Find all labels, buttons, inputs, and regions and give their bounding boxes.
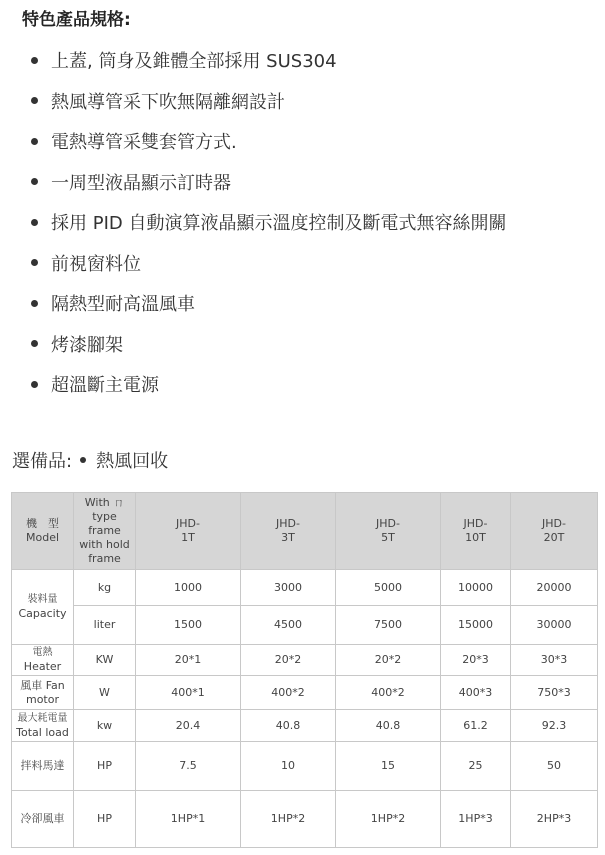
feature-text: 熱風導管采下吹無隔離網設計: [51, 91, 285, 113]
table-row: [12, 710, 598, 742]
table-row: [12, 606, 598, 645]
value-cell: 20*2: [241, 645, 336, 676]
bullet-icon: [31, 259, 38, 266]
bullet-icon: [31, 57, 38, 64]
model-column-header: [136, 493, 241, 570]
table-row: [12, 676, 598, 710]
value-cell: 1HP*2: [241, 791, 336, 848]
options-line: [12, 447, 168, 473]
value-cell: 20*2: [336, 645, 441, 676]
unit-cell: HP: [74, 791, 136, 848]
value-cell: 7.5: [136, 742, 241, 791]
value-cell: 4500: [241, 606, 336, 645]
spec-table: [11, 492, 598, 848]
feature-item: [22, 162, 506, 203]
options-item: 熱風回收: [96, 451, 169, 472]
feature-text: 電熱導管采雙套管方式.: [51, 132, 237, 154]
bullet-icon: [31, 138, 38, 145]
frame-header-line: frame: [88, 524, 121, 537]
unit-cell: kw: [74, 710, 136, 742]
model-name-line: JHD-: [463, 517, 488, 530]
frame-header-line: With ㄇ: [84, 496, 125, 509]
feature-item: [22, 364, 506, 405]
value-cell: 50: [511, 742, 598, 791]
bullet-icon: [31, 178, 38, 185]
table-row: [12, 570, 598, 606]
value-cell: 20000: [511, 570, 598, 606]
heater-label-cn: 電熱: [32, 647, 53, 658]
capacity-label-en: Capacity: [18, 607, 67, 620]
section-title: 特色產品規格:: [22, 10, 131, 30]
load-label-en: Total load: [16, 725, 69, 739]
value-cell: 20*1: [136, 645, 241, 676]
options-label: 選備品:: [12, 451, 73, 472]
feature-item: [22, 324, 506, 365]
bullet-icon: [31, 219, 38, 226]
model-name-line: 20T: [543, 531, 565, 544]
frame-header: [74, 493, 136, 570]
value-cell: 15000: [441, 606, 511, 645]
table-row: [12, 791, 598, 848]
load-label-cn: 最大耗電量: [17, 712, 68, 724]
value-cell: 30*3: [511, 645, 598, 676]
value-cell: 10000: [441, 570, 511, 606]
table-row: [12, 645, 598, 676]
bullet-icon: [31, 97, 38, 104]
value-cell: 20*3: [441, 645, 511, 676]
bullet-icon: [31, 340, 38, 347]
model-name-line: JHD-: [276, 517, 300, 530]
value-cell: 1500: [136, 606, 241, 645]
value-cell: 400*2: [241, 676, 336, 710]
model-column-header: [336, 493, 441, 570]
feature-text: 一周型液晶顯示訂時器: [51, 172, 231, 194]
value-cell: 30000: [511, 606, 598, 645]
fan-label: [12, 676, 74, 710]
feature-text: 隔熱型耐高溫風車: [51, 294, 195, 316]
mixer-label: 拌料馬達: [12, 742, 74, 791]
value-cell: 61.2: [441, 710, 511, 742]
value-cell: 15: [336, 742, 441, 791]
model-column-header: [441, 493, 511, 570]
feature-list: [22, 40, 506, 405]
model-column-header: [241, 493, 336, 570]
feature-item: [22, 283, 506, 324]
model-name-line: 3T: [281, 531, 295, 544]
value-cell: 1000: [136, 570, 241, 606]
feature-item: [22, 40, 506, 81]
value-cell: 400*2: [336, 676, 441, 710]
model-header-en: Model: [25, 531, 60, 544]
model-name-line: 5T: [381, 531, 395, 544]
heater-label: [12, 645, 74, 676]
model-name-line: JHD-: [176, 517, 200, 530]
model-name-line: JHD-: [376, 517, 400, 530]
load-label: [12, 710, 74, 742]
feature-text: 上蓋, 筒身及錐體全部採用 SUS304: [51, 51, 337, 73]
value-cell: 1HP*1: [136, 791, 241, 848]
model-header-cn: 機 型: [26, 517, 59, 530]
table-row: [12, 742, 598, 791]
bullet-icon: [31, 381, 38, 388]
model-name-line: 1T: [181, 531, 195, 544]
feature-text: 前視窗料位: [51, 253, 141, 275]
feature-item: [22, 243, 506, 284]
heater-label-en: Heater: [23, 660, 62, 673]
frame-header-line: type: [92, 510, 117, 523]
value-cell: 400*1: [136, 676, 241, 710]
value-cell: 400*3: [441, 676, 511, 710]
unit-cell: HP: [74, 742, 136, 791]
capacity-label-cn: 裝料量: [27, 594, 58, 605]
model-header: [12, 493, 74, 570]
feature-item: [22, 81, 506, 122]
capacity-label: [12, 570, 74, 645]
feature-text: 超溫斷主電源: [51, 375, 159, 397]
frame-header-line: with hold: [79, 538, 130, 551]
value-cell: 5000: [336, 570, 441, 606]
bullet-icon: [31, 300, 38, 307]
value-cell: 1HP*3: [441, 791, 511, 848]
model-name-line: JHD-: [542, 517, 566, 530]
value-cell: 750*3: [511, 676, 598, 710]
value-cell: 40.8: [241, 710, 336, 742]
bullet-icon: [80, 457, 86, 463]
model-column-header: [511, 493, 598, 570]
frame-header-line: frame: [88, 552, 121, 565]
value-cell: 10: [241, 742, 336, 791]
fan-label-line: 風車 Fan: [20, 678, 65, 692]
fan-label-line: motor: [25, 692, 59, 706]
unit-cell: kg: [74, 570, 136, 606]
value-cell: 2HP*3: [511, 791, 598, 848]
cooling-label: 冷卻風車: [12, 791, 74, 848]
feature-item: [22, 202, 506, 243]
value-cell: 7500: [336, 606, 441, 645]
unit-cell: KW: [74, 645, 136, 676]
value-cell: 25: [441, 742, 511, 791]
value-cell: 40.8: [336, 710, 441, 742]
value-cell: 3000: [241, 570, 336, 606]
value-cell: 20.4: [136, 710, 241, 742]
feature-text: 烤漆腳架: [51, 334, 123, 356]
feature-text: 採用 PID 自動演算液晶顯示溫度控制及斷電式無容絲開關: [51, 213, 507, 235]
model-name-line: 10T: [465, 531, 486, 544]
value-cell: 92.3: [511, 710, 598, 742]
value-cell: 1HP*2: [336, 791, 441, 848]
unit-cell: liter: [74, 606, 136, 645]
table-header-row: [12, 493, 598, 570]
unit-cell: W: [74, 676, 136, 710]
feature-item: [22, 121, 506, 162]
